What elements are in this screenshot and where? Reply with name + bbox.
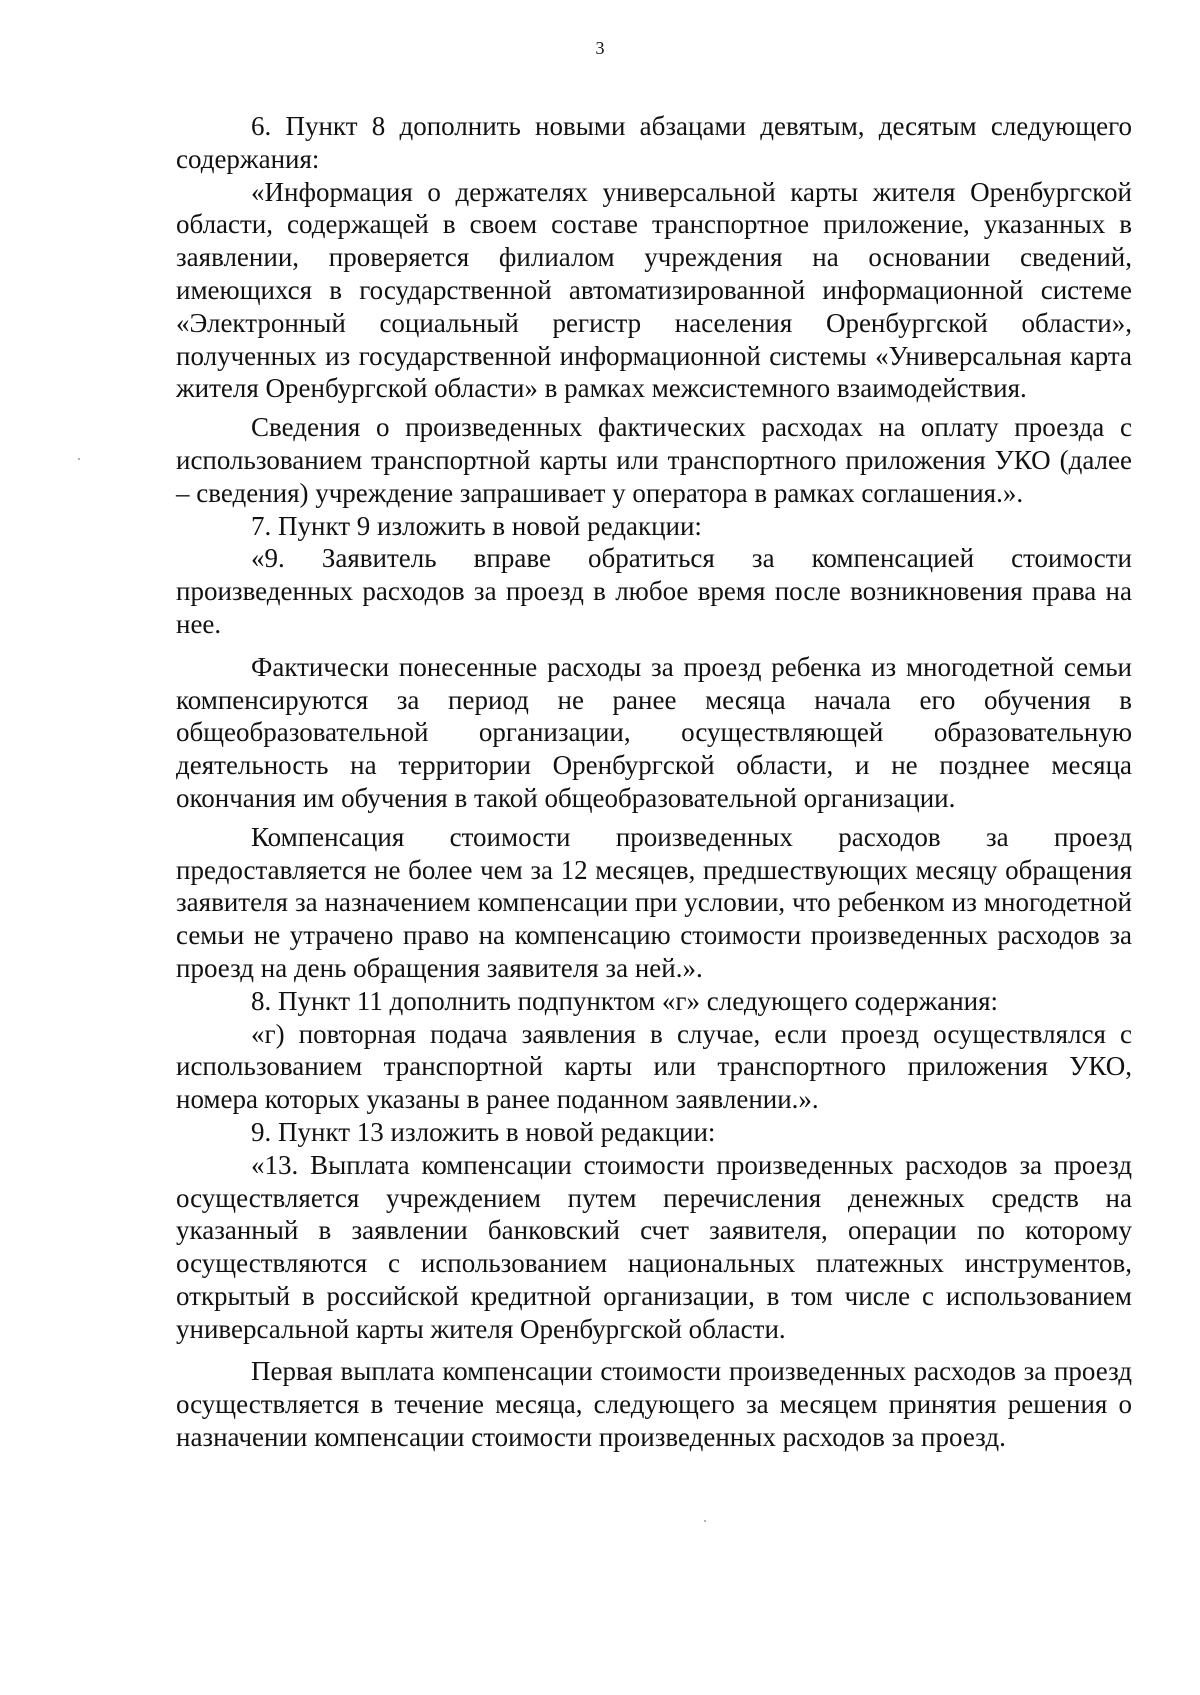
paragraph-quote-point-9: «9. Заявитель вправе обратиться за компенсацией стоимости произведенных расходов за проезд в любое время после возникновения права на нее. [176,543,1132,639]
paragraph-first-payment: Первая выплата компенсации стоимости произведенных расходов за проезд осуществляется в течение месяца, следующего за месяцем принятия решения о назначении компенсации стоимости произведенных расходов за проезд. [176,1356,1132,1453]
paragraph-quote-subitem-g: «г) повторная подача заявления в случае, если проезд осуществлялся с использованием транспортной карты или транспортного приложения УКО, номера которых указаны в ранее поданном заявлении.». [176,1018,1132,1115]
paragraph-compensation-period: Компенсация стоимости произведенных расходов за проезд предоставляется не более чем за 12 месяцев, предшествующих месяцу обращения заявителя за назначением компенсации при условии, что ребенком из многодетной семьи не утрачено право на компенсацию стоимости произведенных расходов за проезд на день обращения заявителя за ней.». [176,821,1132,983]
paragraph-expenses-info: Сведения о произведенных фактических расходах на оплату проезда с использованием транспортной карты или транспортного приложения УКО (далее – сведения) учреждение запрашивает у оператора в рамках соглашения.». [176,412,1132,508]
paragraph-item-8: 8. Пункт 11 дополнить подпунктом «г» следующего содержания: [251,985,999,1016]
document-body [176,110,1132,1454]
page-number: 3 [595,38,605,58]
scan-speck [704,1520,706,1522]
paragraph-item-6: 6. Пункт 8 дополнить новыми абзацами девятым, десятым следующего содержания: [176,111,1132,174]
scan-speck [78,458,80,460]
paragraph-item-7: 7. Пункт 9 изложить в новой редакции: [251,510,702,541]
paragraph-item-9: 9. Пункт 13 изложить в новой редакции: [251,1116,716,1147]
paragraph-quote-point-13: «13. Выплата компенсации стоимости произведенных расходов за проезд осуществляется учреждением путем перечисления денежных средств на указанный в заявлении банковский счет заявителя, операции по которому осуществляются с использованием национальных платежных инструментов, открытый в российской кредитной организации, в том числе с использованием универсальной карты жителя Оренбургской области. [176,1149,1132,1344]
paragraph-actual-expenses: Фактически понесенные расходы за проезд ребенка из многодетной семьи компенсируются за период не ранее месяца начала его обучения в общеобразовательной организации, осуществляющей образовательную деятельность на территории Оренбургской области, и не позднее месяца окончания им обучения в такой общеобразовательной организации. [176,651,1132,813]
paragraph-quote-info-holders: «Информация о держателях универсальной карты жителя Оренбургской области, содержащей в своем составе транспортное приложение, указанных в заявлении, проверяется филиалом учреждения на основании сведений, имеющихся в государственной автоматизированной информационной системе «Электронный социальный регистр населения Оренбургской области», полученных из государственной информационной системы «Универсальная карта жителя Оренбургской области» в рамках межсистемного взаимодействия. [176,176,1132,404]
